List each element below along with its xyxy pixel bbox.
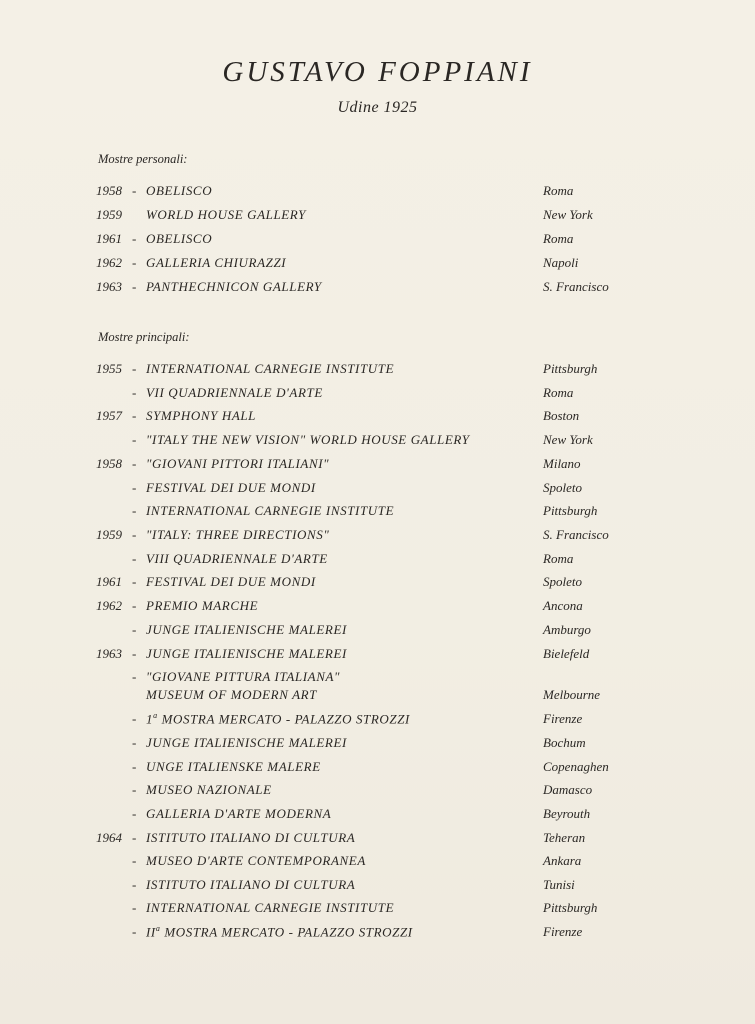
exhibition-row — [0, 806, 755, 826]
exhibition-venue: INTERNATIONAL CARNEGIE INSTITUTE — [146, 503, 395, 518]
exhibition-dash: - — [132, 646, 137, 661]
edition-ordinal: a — [153, 711, 158, 720]
exhibition-dash: - — [132, 830, 137, 845]
exhibition-venue: WORLD HOUSE GALLERY — [146, 207, 306, 222]
exhibition-venue: "ITALY THE NEW VISION" WORLD HOUSE GALLERY — [146, 432, 470, 447]
exhibition-dash: - — [132, 183, 137, 198]
exhibition-city: Roma — [543, 385, 574, 400]
exhibition-row — [0, 551, 755, 571]
exhibition-venue: FESTIVAL DEI DUE MONDI — [146, 480, 316, 495]
personal-exhibitions-label: Mostre personali: — [98, 152, 188, 166]
exhibition-dash: - — [132, 759, 137, 774]
exhibition-year: 1963 — [96, 279, 122, 294]
exhibition-venue-text: MOSTRA MERCATO - PALAZZO STROZZI — [160, 924, 413, 940]
exhibition-year: 1958 — [96, 183, 122, 198]
exhibition-dash: - — [132, 503, 137, 518]
exhibition-dash: - — [132, 806, 137, 821]
exhibition-dash: - — [132, 551, 137, 566]
exhibition-row — [0, 527, 755, 547]
edition-number: 1 — [146, 711, 154, 727]
exhibition-year: 1961 — [96, 574, 122, 589]
exhibition-venue: JUNGE ITALIENISCHE MALEREI — [146, 622, 347, 637]
exhibition-venue-text: MOSTRA MERCATO - PALAZZO STROZZI — [157, 711, 410, 727]
exhibition-venue: FESTIVAL DEI DUE MONDI — [146, 574, 316, 589]
exhibition-city: Pittsburgh — [543, 361, 598, 376]
exhibition-dash: - — [132, 853, 137, 868]
exhibition-dash: - — [132, 408, 137, 423]
exhibition-venue: MUSEO D'ARTE CONTEMPORANEA — [146, 853, 366, 868]
exhibition-venue — [146, 711, 410, 727]
exhibition-venue: INTERNATIONAL CARNEGIE INSTITUTE — [146, 361, 395, 376]
exhibition-row — [0, 900, 755, 920]
exhibition-year: 1955 — [96, 361, 122, 376]
exhibition-dash: - — [132, 255, 137, 270]
principal-exhibitions-label: Mostre principali: — [98, 330, 190, 344]
exhibition-year: 1959 — [96, 527, 122, 542]
exhibition-city: S. Francisco — [543, 527, 609, 542]
exhibition-row — [0, 361, 755, 381]
exhibition-dash: - — [132, 456, 137, 471]
exhibition-dash: - — [132, 574, 137, 589]
exhibition-year: 1959 — [96, 207, 122, 222]
exhibition-row — [0, 598, 755, 618]
exhibition-city: Bochum — [543, 735, 586, 750]
exhibition-city: Spoleto — [543, 480, 582, 495]
exhibition-venue: "GIOVANI PITTORI ITALIANI" — [146, 456, 330, 471]
exhibition-venue-line2: MUSEUM OF MODERN ART — [146, 687, 317, 702]
exhibition-year: 1963 — [96, 646, 122, 661]
exhibition-city: Roma — [543, 231, 574, 246]
exhibition-dash: - — [132, 924, 137, 939]
artist-name: GUSTAVO FOPPIANI — [222, 56, 533, 88]
exhibition-venue: "GIOVANE PITTURA ITALIANA" — [146, 669, 341, 684]
exhibition-row — [0, 432, 755, 452]
exhibition-row — [0, 646, 755, 666]
edition-number: II — [146, 924, 156, 940]
exhibition-venue: UNGE ITALIENSKE MALERE — [146, 759, 321, 774]
exhibition-city: Boston — [543, 408, 580, 423]
exhibition-row — [0, 669, 755, 702]
exhibition-row — [0, 759, 755, 779]
exhibition-row — [0, 830, 755, 850]
exhibition-city: Copenaghen — [543, 759, 609, 774]
exhibition-city: Napoli — [543, 255, 579, 270]
exhibition-dash: - — [132, 480, 137, 495]
artist-birth: Udine 1925 — [337, 99, 418, 116]
exhibition-row — [0, 408, 755, 428]
exhibition-row — [0, 711, 755, 731]
exhibition-city: Milano — [543, 456, 581, 471]
exhibition-dash: - — [132, 877, 137, 892]
exhibition-venue: PREMIO MARCHE — [146, 598, 259, 613]
exhibition-year: 1961 — [96, 231, 122, 246]
exhibition-venue: SYMPHONY HALL — [146, 408, 257, 423]
exhibition-row — [0, 853, 755, 873]
exhibition-city: Roma — [543, 551, 574, 566]
exhibition-row — [0, 183, 755, 203]
exhibition-venue: INTERNATIONAL CARNEGIE INSTITUTE — [146, 900, 395, 915]
exhibition-venue: JUNGE ITALIENISCHE MALEREI — [146, 646, 347, 661]
exhibition-venue: ISTITUTO ITALIANO DI CULTURA — [146, 830, 356, 845]
exhibition-venue: MUSEO NAZIONALE — [146, 782, 272, 797]
exhibition-row — [0, 503, 755, 523]
exhibition-city: Spoleto — [543, 574, 582, 589]
exhibition-row — [0, 735, 755, 755]
exhibition-year: 1958 — [96, 456, 122, 471]
exhibition-city: Pittsburgh — [543, 900, 598, 915]
exhibition-city: Amburgo — [543, 622, 591, 637]
exhibition-venue: GALLERIA CHIURAZZI — [146, 255, 287, 270]
exhibition-city: S. Francisco — [543, 279, 609, 294]
exhibition-dash: - — [132, 669, 137, 684]
exhibition-city: Bielefeld — [543, 646, 590, 661]
exhibition-city: Ankara — [543, 853, 582, 868]
exhibition-venue: OBELISCO — [146, 183, 213, 198]
exhibition-row — [0, 877, 755, 897]
exhibition-venue: VIII QUADRIENNALE D'ARTE — [146, 551, 328, 566]
exhibition-row — [0, 622, 755, 642]
exhibition-row — [0, 574, 755, 594]
exhibition-city: Melbourne — [543, 687, 601, 702]
exhibition-venue: PANTHECHNICON GALLERY — [146, 279, 322, 294]
exhibition-city: Teheran — [543, 830, 586, 845]
exhibition-city: Ancona — [543, 598, 583, 613]
exhibition-city: New York — [543, 207, 593, 222]
exhibition-city: Pittsburgh — [543, 503, 598, 518]
exhibition-row — [0, 207, 755, 227]
exhibition-city: Firenze — [543, 711, 583, 726]
exhibition-row — [0, 279, 755, 299]
exhibition-city: Beyrouth — [543, 806, 591, 821]
exhibition-city: Tunisi — [543, 877, 575, 892]
exhibition-venue: GALLERIA D'ARTE MODERNA — [146, 806, 332, 821]
exhibition-dash: - — [132, 361, 137, 376]
exhibition-dash: - — [132, 782, 137, 797]
exhibition-row — [0, 456, 755, 476]
exhibition-city: Roma — [543, 183, 574, 198]
exhibition-dash: - — [132, 598, 137, 613]
exhibition-dash: - — [132, 711, 137, 726]
exhibition-row — [0, 480, 755, 500]
exhibition-venue: "ITALY: THREE DIRECTIONS" — [146, 527, 330, 542]
exhibition-venue: VII QUADRIENNALE D'ARTE — [146, 385, 323, 400]
exhibition-city: Damasco — [543, 782, 593, 797]
exhibition-dash: - — [132, 527, 137, 542]
exhibition-dash: - — [132, 385, 137, 400]
exhibition-city: New York — [543, 432, 593, 447]
exhibition-year: 1962 — [96, 598, 122, 613]
exhibition-dash: - — [132, 622, 137, 637]
exhibition-venue — [146, 924, 413, 940]
exhibition-venue: OBELISCO — [146, 231, 213, 246]
exhibition-row — [0, 385, 755, 405]
exhibition-dash: - — [132, 279, 137, 294]
exhibition-row — [0, 782, 755, 802]
exhibition-year: 1964 — [96, 830, 122, 845]
exhibition-row — [0, 231, 755, 251]
exhibition-city: Firenze — [543, 924, 583, 939]
edition-ordinal: a — [155, 924, 161, 933]
exhibition-venue: ISTITUTO ITALIANO DI CULTURA — [146, 877, 356, 892]
exhibition-row — [0, 924, 755, 944]
exhibition-dash: - — [132, 231, 137, 246]
exhibition-dash: - — [132, 900, 137, 915]
exhibition-year: 1962 — [96, 255, 122, 270]
exhibition-venue: JUNGE ITALIENISCHE MALEREI — [146, 735, 347, 750]
exhibition-dash: - — [132, 735, 137, 750]
exhibition-dash: - — [132, 432, 137, 447]
exhibition-row — [0, 255, 755, 275]
exhibition-year: 1957 — [96, 408, 122, 423]
